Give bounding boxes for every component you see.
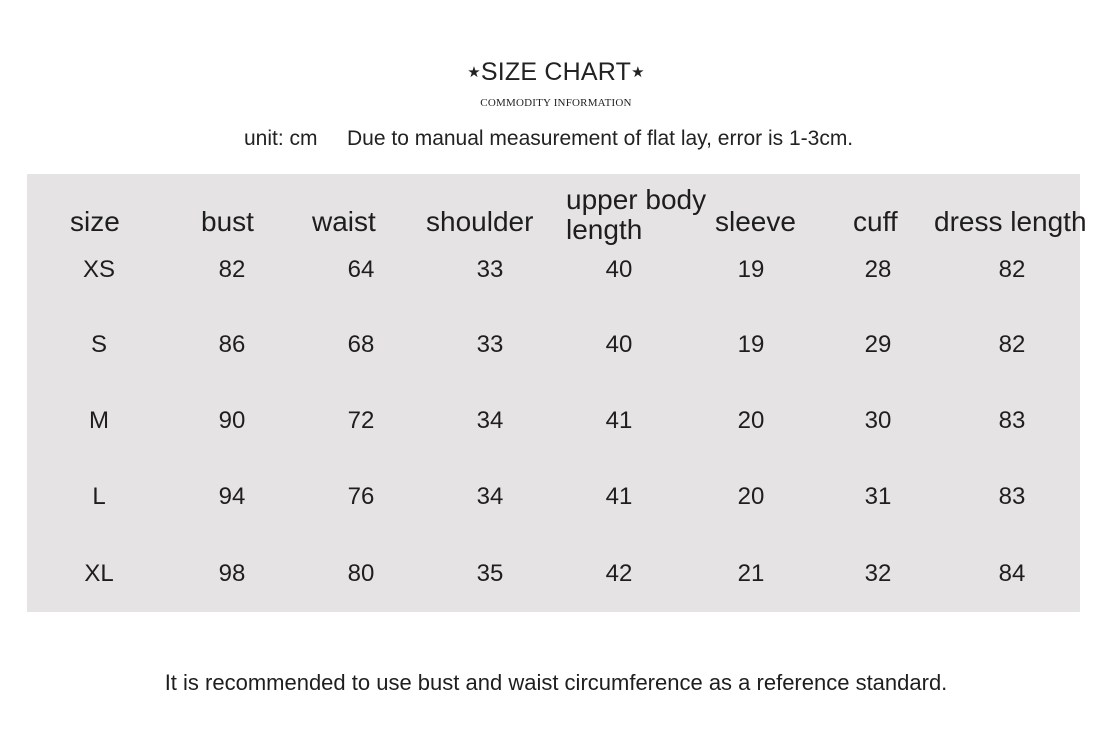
table-cell-upper-body-length: 42 [605, 560, 633, 587]
column-header-bust: bust [201, 206, 254, 237]
table-cell-dress-length: 83 [998, 483, 1026, 510]
table-cell-bust: 82 [218, 256, 246, 283]
commodity-information-subtitle: COMMODITY INFORMATION [480, 97, 632, 109]
column-header-dress-length: dress length [934, 206, 1087, 237]
row-size-label: XS [82, 256, 115, 283]
column-header-cuff: cuff [853, 206, 898, 237]
table-cell-dress-length: 82 [998, 331, 1026, 358]
table-cell-upper-body-length: 40 [605, 331, 633, 358]
table-cell-cuff: 32 [864, 560, 892, 587]
column-header-shoulder: shoulder [426, 206, 534, 237]
table-cell-waist: 68 [347, 331, 375, 358]
row-size-label: M [89, 407, 109, 434]
row-size-label: L [92, 483, 106, 510]
table-cell-bust: 86 [218, 331, 246, 358]
table-cell-sleeve: 20 [737, 407, 765, 434]
table-cell-cuff: 29 [864, 331, 892, 358]
recommendation-note: It is recommended to use bust and waist circumference as a reference standard. [164, 670, 948, 695]
size-table [27, 174, 1080, 612]
row-size-label: S [90, 331, 107, 358]
table-cell-upper-body-length: 41 [605, 483, 633, 510]
table-cell-upper-body-length: 41 [605, 407, 633, 434]
table-cell-shoulder: 33 [476, 256, 504, 283]
table-cell-shoulder: 34 [476, 483, 504, 510]
table-cell-shoulder: 34 [476, 407, 504, 434]
table-cell-shoulder: 33 [476, 331, 504, 358]
table-cell-waist: 76 [347, 483, 375, 510]
table-cell-sleeve: 19 [737, 331, 765, 358]
unit-label: unit: cm [244, 127, 318, 150]
table-cell-upper-body-length: 40 [605, 256, 633, 283]
table-cell-bust: 98 [218, 560, 246, 587]
table-cell-waist: 80 [347, 560, 375, 587]
star-left-icon: ★ [467, 64, 481, 81]
table-cell-waist: 64 [347, 256, 375, 283]
table-cell-sleeve: 19 [737, 256, 765, 283]
table-cell-bust: 90 [218, 407, 246, 434]
column-header-waist: waist [312, 206, 376, 237]
table-cell-cuff: 28 [864, 256, 892, 283]
table-cell-bust: 94 [218, 483, 246, 510]
table-cell-waist: 72 [347, 407, 375, 434]
column-header-upper-body-length: upper body length [566, 184, 707, 245]
column-header-size: size [70, 206, 120, 237]
table-cell-sleeve: 21 [737, 560, 765, 587]
table-cell-sleeve: 20 [737, 483, 765, 510]
title-text: SIZE CHART [480, 58, 632, 86]
size-chart-title [0, 56, 1112, 89]
table-cell-cuff: 30 [864, 407, 892, 434]
table-cell-dress-length: 83 [998, 407, 1026, 434]
column-header-sleeve: sleeve [715, 206, 796, 237]
measurement-note: Due to manual measurement of flat lay, error is 1-3cm. [347, 127, 854, 150]
table-cell-cuff: 31 [864, 483, 892, 510]
table-cell-dress-length: 84 [998, 560, 1026, 587]
table-cell-dress-length: 82 [998, 256, 1026, 283]
star-right-icon: ★ [631, 64, 645, 81]
row-size-label: XL [84, 560, 114, 587]
table-cell-shoulder: 35 [476, 560, 504, 587]
